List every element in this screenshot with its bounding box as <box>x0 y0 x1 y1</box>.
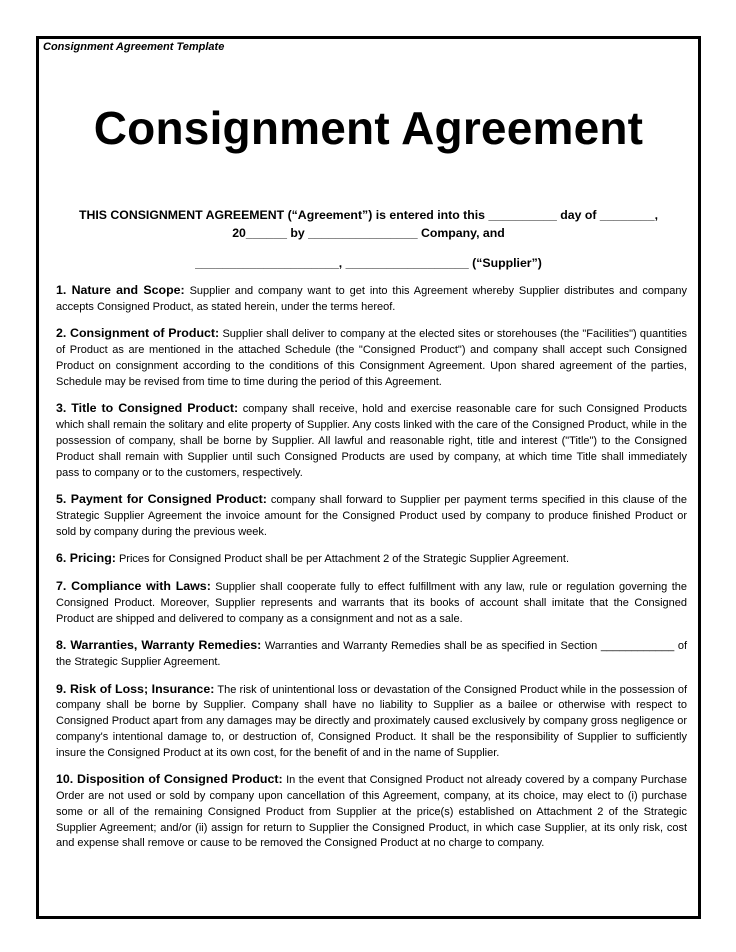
section-nature-scope <box>56 283 687 316</box>
section-payment <box>56 492 687 540</box>
section-heading: 8. Warranties, Warranty Remedies: <box>56 638 262 653</box>
section-pricing <box>56 551 687 568</box>
section-heading: 2. Consignment of Product: <box>56 326 220 341</box>
agreement-sections <box>56 283 687 863</box>
section-body: Prices for Consigned Product shall be per Attachment 2 of the Strategic Supplier Agreement. <box>118 553 569 566</box>
section-body: company shall forward to Supplier per payment terms specified in this clause of the Strategic Supplier Agreement the invoice amount for the Consigned Product used by company to produce finished Product or sold by company during the previous week. <box>56 494 687 538</box>
intro-line-parties: _____________________, __________________ (“Supplier”) <box>195 256 542 270</box>
document-page <box>36 36 701 919</box>
section-body: company shall receive, hold and exercise reasonable care for such Consigned Products which shall remain the solitary and elite property of Supplier. Any costs linked with the care of the Consigned Product, while in the possession of company, shall be borne by Supplier. All lawful and reasonable right, title and interest ("Title") to the Consigned Product shall remain with Supplier until such Consigned Products are used by company, at which time Title shall immediately pass to company or to the customers, respectively. <box>56 403 688 479</box>
section-heading: 6. Pricing: <box>56 551 116 566</box>
section-risk-insurance <box>56 682 687 762</box>
page-title: Consignment Agreement <box>93 102 644 154</box>
section-heading: 9. Risk of Loss; Insurance: <box>56 681 215 696</box>
section-body: The risk of unintentional loss or devastation of the Consigned Product while in the possession of company shall be borne by Supplier. Company shall have no liability to Supplier as a bailee or otherwise with respect to Consigned Product apart from any damages may be directly and proximately caused exclusively by company gross negligence or company's intentional damage to, or destruction of, Consigned Product. It shall be the responsibility of Supplier to sufficiently insure the Consigned Product at its own cost, for the benefit of and in the name of Supplier. <box>56 683 687 759</box>
section-title <box>56 401 687 481</box>
section-heading: 1. Nature and Scope: <box>56 283 185 297</box>
section-body: Supplier shall deliver to company at the elected sites or storehouses (the "Facilities") quantities of Product as are mentioned in the attached Schedule (the "Consigned Product") and company shall accept such Consigned Product on consignment according to the conditions of this Consignment Agreement. Upon shared agreement of the parties, Schedule may be revised from time to time during the period of this Agreement. <box>56 328 688 388</box>
section-compliance <box>56 579 687 627</box>
section-consignment <box>56 326 687 390</box>
section-warranties <box>56 638 687 671</box>
section-body: In the event that Consigned Product not already covered by a company Purchase Order are not used or sold by company upon cancellation of this Agreement, company, at its choice, may elect to (i) purchase some or all of the remaining Consigned Product from Supplier at the price(s) established on Attachment 2 of the Strategic Supplier Agreement; and/or (ii) assign for return to Supplier the Consigned Product, in which case Supplier, at its only risk, cost and expense shall remove or cause to be removed the Consigned Product at no charge to company. <box>56 774 687 850</box>
document-label: Consignment Agreement Template <box>43 41 225 53</box>
intro-line-1: THIS CONSIGNMENT AGREEMENT (“Agreement”) is entered into this __________ day of ________, <box>78 208 659 222</box>
section-heading: 5. Payment for Consigned Product: <box>56 492 267 507</box>
section-disposition <box>56 772 687 852</box>
section-heading: 7. Compliance with Laws: <box>56 578 211 593</box>
section-heading: 3. Title to Consigned Product: <box>56 401 239 416</box>
section-body: Supplier and company want to get into this Agreement whereby Supplier distributes and company accepts Consigned Product, as stated herein, under the terms hereof. <box>56 285 687 313</box>
section-heading: 10. Disposition of Consigned Product: <box>56 772 283 787</box>
agreement-intro <box>53 206 684 272</box>
section-body: Warranties and Warranty Remedies shall be as specified in Section ____________ of the Strategic Supplier Agreement. <box>56 640 688 668</box>
section-body: Supplier shall cooperate fully to effect fulfillment with any law, rule or regulation governing the Consigned Product. Moreover, Supplier represents and warrants that its books of account shall imitate that the Consigned Product are shipped and delivered to company as a consignment and not as a sale. <box>56 580 687 625</box>
intro-line-2: 20______ by ________________ Company, and <box>232 226 505 240</box>
